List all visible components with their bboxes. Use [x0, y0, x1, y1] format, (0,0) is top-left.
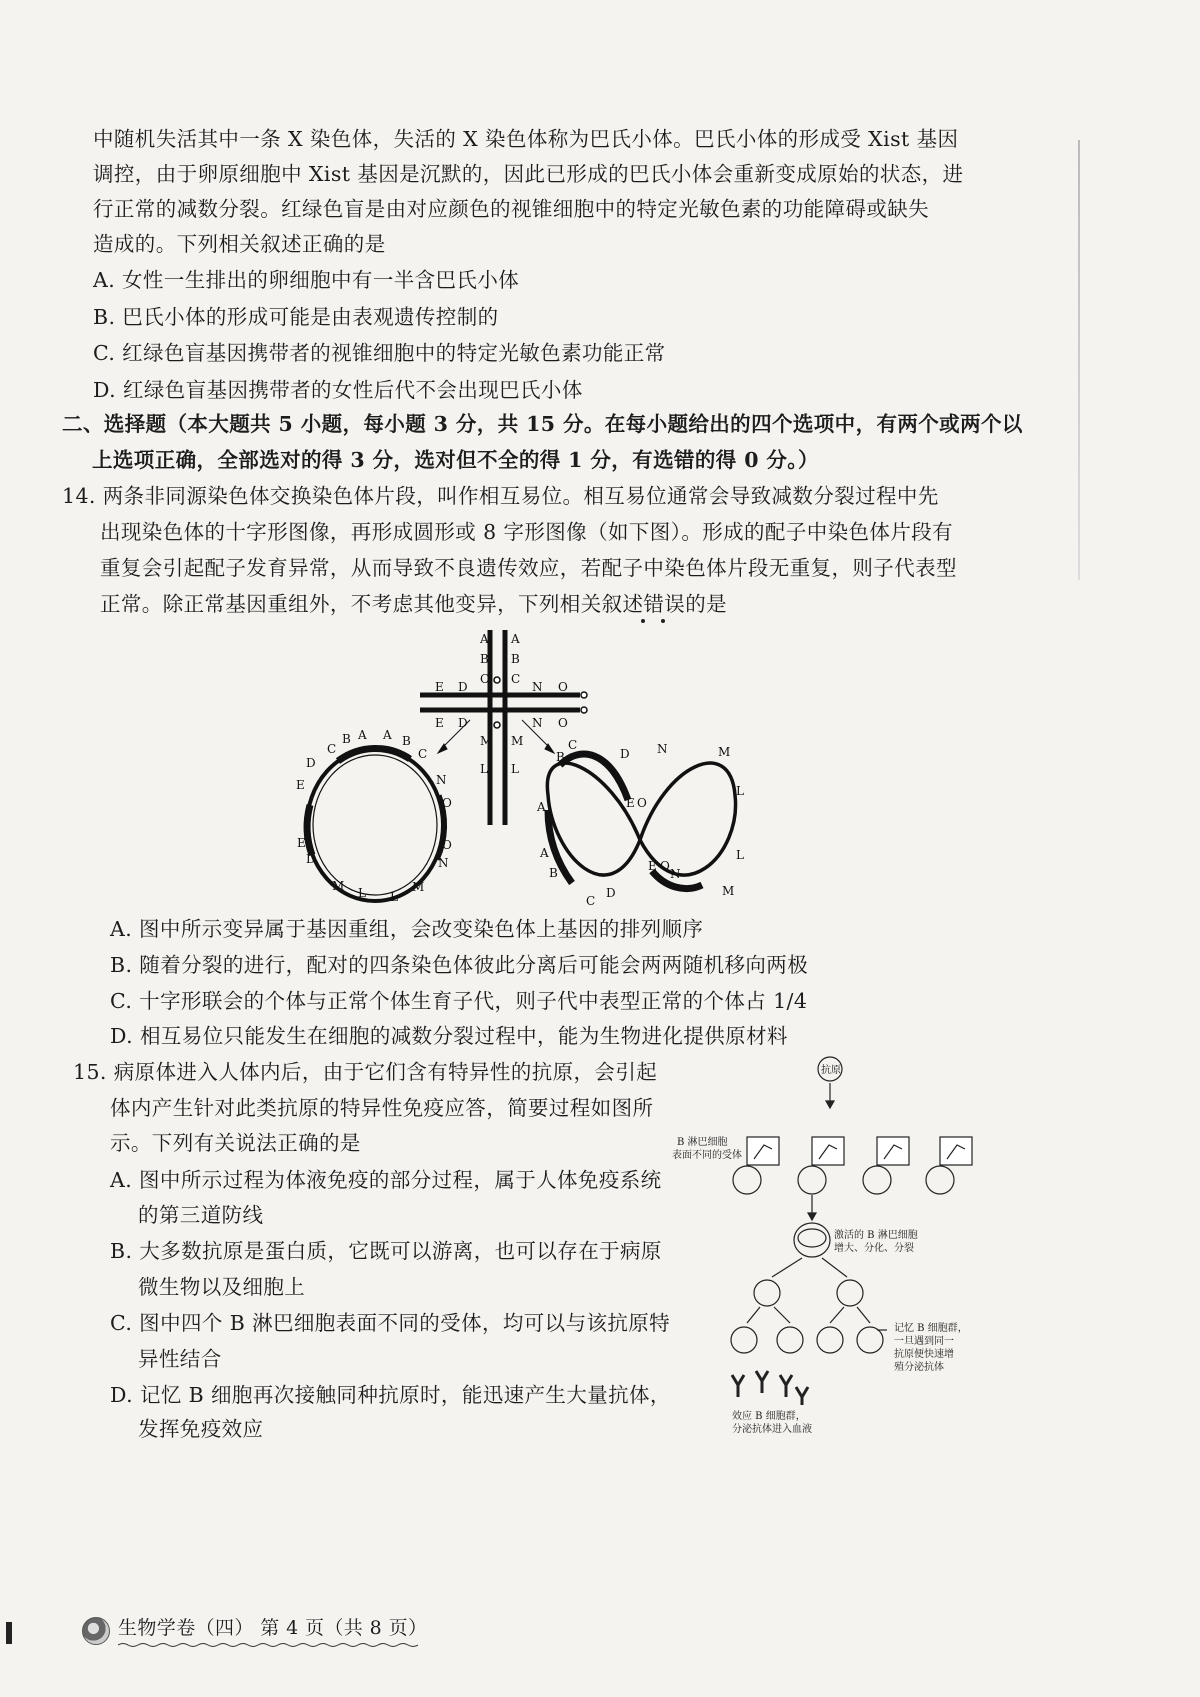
cross-label: M [480, 734, 493, 748]
emphasis-dot [641, 619, 645, 623]
ring-labels [296, 728, 452, 904]
eight-label: N [670, 867, 681, 881]
ring-label: D [306, 756, 316, 770]
cross-label: N [532, 680, 543, 694]
ring-configuration [307, 748, 446, 901]
ring-label: N [438, 856, 449, 870]
figure-eight-configuration [547, 754, 735, 888]
margin-line [1078, 140, 1080, 580]
ring-label: E [296, 778, 305, 792]
intro-line-4: 造成的。下列相关叙述正确的是 [93, 232, 386, 256]
q15-option-a-cont: 的第三道防线 [138, 1203, 264, 1227]
eight-label: D [606, 886, 616, 900]
q14-option-b: B. 随着分裂的进行，配对的四条染色体彼此分离后可能会两两随机移向两极 [110, 953, 809, 977]
eight-label: O [637, 796, 647, 810]
antigen-label: 抗原 [821, 1065, 841, 1076]
q13-option-d: D. 红绿色盲基因携带者的女性后代不会出现巴氏小体 [93, 378, 583, 402]
cross-label: C [511, 672, 521, 686]
q14-option-d: D. 相互易位只能发生在细胞的减数分裂过程中，能为生物进化提供原材料 [110, 1024, 788, 1048]
cross-label: D [458, 716, 468, 730]
effector-label-2: 分泌抗体进入血液 [732, 1424, 812, 1435]
ring-label: L [358, 886, 366, 900]
q14-line-1: 14. 两条非同源染色体交换染色体片段，叫作相互易位。相互易位通常会导致减数分裂过程中先 [62, 484, 939, 508]
section2-heading-1: 二、选择题（本大题共 5 小题，每小题 3 分，共 15 分。在每小题给出的四个选项中，有两个或两个以 [62, 412, 1023, 436]
ring-label: O [442, 796, 452, 810]
ring-label: E [297, 836, 306, 850]
receptor-label-2: 表面不同的受体 [672, 1150, 742, 1161]
cross-label: M [511, 734, 524, 748]
ring-label: A [358, 728, 367, 742]
q13-option-c: C. 红绿色盲基因携带者的视锥细胞中的特定光敏色素功能正常 [93, 341, 666, 365]
cross-label: B [511, 652, 520, 666]
intro-line-1: 中随机失活其中一条 X 染色体，失活的 X 染色体称为巴氏小体。巴氏小体的形成受 Xist 基因 [93, 127, 959, 151]
q15-option-b: B. 大多数抗原是蛋白质，它既可以游离，也可以存在于病原 [110, 1239, 662, 1263]
q15-option-c: C. 图中四个 B 淋巴细胞表面不同的受体，均可以与该抗原特 [110, 1311, 671, 1335]
memory-label-3: 抗原便快速增 [894, 1349, 954, 1360]
cross-label: N [532, 716, 543, 730]
eight-label: A [537, 800, 546, 814]
memory-label-1: 记忆 B 细胞群， [894, 1323, 968, 1334]
cross-label: A [480, 632, 489, 646]
ring-label: B [342, 732, 351, 746]
q15-option-c-cont: 异性结合 [138, 1347, 222, 1371]
eight-label: N [657, 742, 668, 756]
eight-label: B [549, 866, 558, 880]
q14-option-c: C. 十字形联会的个体与正常个体生育子代，则子代中表型正常的个体占 1/4 [110, 989, 808, 1013]
ring-label: A [383, 728, 392, 742]
eight-label: D [620, 747, 630, 761]
cross-label: L [480, 762, 488, 776]
cross-label: D [458, 680, 468, 694]
activated-label-1: 激活的 B 淋巴细胞 [834, 1230, 918, 1241]
ring-label: B [402, 734, 411, 748]
ring-label: C [418, 747, 428, 761]
q15-line-3: 示。下列有关说法正确的是 [110, 1131, 361, 1155]
receptor-label-1: B 淋巴细胞 [677, 1137, 728, 1148]
q15-line-2: 体内产生针对此类抗原的特异性免疫应答，简要过程如图所 [110, 1096, 654, 1120]
cross-label: A [511, 632, 520, 646]
intro-line-3: 行正常的减数分裂。红绿色盲是由对应颜色的视锥细胞中的特定光敏色素的功能障碍或缺失 [93, 197, 929, 221]
cross-label: L [511, 762, 519, 776]
eight-label: O [660, 859, 670, 873]
cross-label: C [480, 672, 490, 686]
translocation-figure [290, 625, 760, 910]
eight-label: L [736, 784, 744, 798]
publisher-logo [82, 1617, 110, 1645]
q13-option-b: B. 巴氏小体的形成可能是由表观遗传控制的 [93, 305, 499, 329]
emphasis-dot [661, 619, 665, 623]
cross-label: O [558, 680, 568, 694]
q13-option-a: A. 女性一生排出的卵细胞中有一半含巴氏小体 [93, 268, 520, 292]
effector-label-1: 效应 B 细胞群， [732, 1411, 806, 1422]
memory-label-2: 一旦遇到同一 [894, 1336, 954, 1347]
eight-label: C [568, 738, 578, 752]
cross-label: O [558, 716, 568, 730]
q14-line-3: 重复会引起配子发育异常，从而导致不良遗传效应，若配子中染色体片段无重复，则子代表型 [100, 556, 957, 580]
q15-option-d: D. 记忆 B 细胞再次接触同种抗原时，能迅速产生大量抗体， [110, 1383, 671, 1407]
ring-label: L [390, 890, 398, 904]
ring-label: M [332, 879, 345, 893]
eight-label: C [586, 894, 596, 908]
ring-label: M [412, 880, 425, 894]
eight-label: B [556, 750, 565, 764]
ring-label: D [306, 852, 316, 866]
cross-label: E [435, 716, 444, 730]
q15-option-d-cont: 发挥免疫效应 [138, 1417, 264, 1441]
immune-figure [672, 1055, 1032, 1455]
eight-label: A [540, 846, 549, 860]
activated-label-2: 增大、分化、分裂 [834, 1243, 914, 1254]
section2-heading-2: 上选项正确，全部选对的得 3 分，选对但不全的得 1 分，有选错的得 0 分。） [92, 448, 819, 472]
q14-line-4: 正常。除正常基因重组外，不考虑其他变异，下列相关叙述错误的是 [100, 592, 727, 616]
q15-option-a: A. 图中所示过程为体液免疫的部分过程，属于人体免疫系统 [110, 1168, 662, 1192]
memory-label-4: 殖分泌抗体 [894, 1362, 944, 1373]
eight-label: M [722, 884, 735, 898]
q14-line-2: 出现染色体的十字形图像，再形成圆形或 8 字形图像（如下图）。形成的配子中染色体片段有 [100, 520, 954, 544]
eight-label: M [718, 745, 731, 759]
q15-line-1: 15. 病原体进入人体内后，由于它们含有特异性的抗原，会引起 [73, 1060, 658, 1084]
immune-diagram [672, 1055, 1032, 1455]
cross-label: E [435, 680, 444, 694]
edge-mark [6, 1622, 12, 1644]
eight-label: E [648, 859, 657, 873]
ring-label: N [436, 773, 447, 787]
ring-label: C [327, 742, 337, 756]
q14-option-a: A. 图中所示变异属于基因重组，会改变染色体上基因的排列顺序 [110, 917, 704, 941]
cross-label: B [480, 652, 489, 666]
q15-option-b-cont: 微生物以及细胞上 [138, 1275, 306, 1299]
ring-label: O [442, 838, 452, 852]
intro-line-2: 调控，由于卵原细胞中 Xist 基因是沉默的，因此已形成的巴氏小体会重新变成原始的状态，进 [93, 162, 964, 186]
page-footer: 生物学卷（四） 第 4 页（共 8 页） [118, 1617, 428, 1639]
receptor-cells [733, 1137, 972, 1194]
footer-underline [118, 1642, 418, 1648]
eight-label: E [626, 796, 635, 810]
eight-label: L [736, 848, 744, 862]
